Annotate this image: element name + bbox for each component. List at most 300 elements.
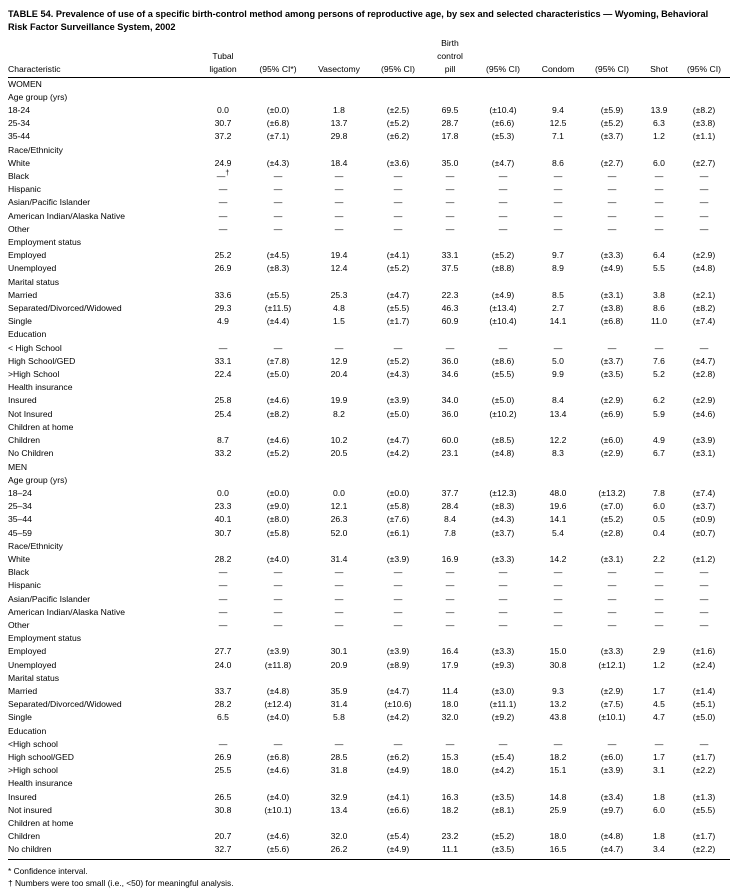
data-cell: —: [498, 619, 508, 630]
data-cell: (±5.2): [600, 118, 624, 129]
table-row: [8, 685, 730, 698]
data-cell: 15.0: [549, 646, 567, 657]
table-bottom-rule: [8, 857, 730, 860]
col-characteristic: [8, 37, 198, 77]
data-cell: 35.9: [330, 685, 348, 696]
data-cell: 26.3: [330, 514, 348, 525]
data-cell: 20.5: [330, 448, 348, 459]
data-cell: (±4.9): [600, 263, 624, 274]
table-row: [8, 553, 730, 566]
data-cell: (±4.7): [386, 685, 410, 696]
data-cell: —: [498, 580, 508, 591]
data-cell: 24.0: [214, 659, 232, 670]
group-label: Marital status: [8, 276, 60, 287]
row-label: Asian/Pacific Islander: [8, 197, 91, 208]
data-cell: (±1.7): [692, 751, 716, 762]
group-label: Children at home: [8, 817, 74, 828]
data-cell: (±4.9): [386, 844, 410, 855]
data-cell: (±8.0): [266, 514, 290, 525]
data-cell: (±8.5): [491, 435, 515, 446]
row-label: No children: [8, 844, 52, 855]
data-cell: 11.4: [441, 685, 459, 696]
data-cell: 25.2: [214, 250, 232, 261]
group-header-row: [8, 817, 730, 830]
group-header-row: [8, 725, 730, 738]
group-header-row: [8, 276, 730, 289]
data-cell: 32.9: [330, 791, 348, 802]
data-cell: 52.0: [330, 527, 348, 538]
data-cell: —: [334, 593, 344, 604]
data-cell: 1.2: [653, 659, 665, 670]
group-label: Race/Ethnicity: [8, 540, 63, 551]
data-cell: 20.4: [330, 369, 348, 380]
data-cell: 30.7: [214, 118, 232, 129]
table-row: [8, 183, 730, 196]
data-cell: (±5.9): [600, 105, 624, 116]
data-cell: (±1.4): [692, 685, 716, 696]
col-tubal-line1: Tubal: [212, 51, 234, 62]
data-cell: —: [498, 342, 508, 353]
data-cell: (±6.2): [386, 751, 410, 762]
data-cell: —: [273, 619, 283, 630]
data-cell: 25.8: [214, 395, 232, 406]
data-cell: (±6.6): [491, 118, 515, 129]
data-cell: 2.7: [552, 303, 564, 314]
table-row: [8, 157, 730, 170]
data-cell: (±8.6): [491, 355, 515, 366]
data-cell: 0.0: [217, 487, 229, 498]
data-cell: —: [553, 580, 563, 591]
data-cell: —: [218, 567, 228, 578]
data-cell: —: [699, 567, 709, 578]
data-cell: (±3.3): [491, 646, 515, 657]
row-label: White: [8, 553, 30, 564]
data-cell: —: [699, 342, 709, 353]
table-row: [8, 764, 730, 777]
data-cell: (±2.1): [692, 289, 716, 300]
data-cell: (±8.2): [692, 105, 716, 116]
data-cell: 16.5: [549, 844, 567, 855]
data-cell: 12.5: [549, 118, 567, 129]
data-cell: 26.5: [214, 791, 232, 802]
data-cell: (±5.2): [386, 118, 410, 129]
row-label: Insured: [8, 395, 37, 406]
data-cell: —: [334, 619, 344, 630]
row-label: Other: [8, 619, 30, 630]
data-cell: (±2.9): [692, 395, 716, 406]
row-label: High School/GED: [8, 355, 76, 366]
data-cell: 30.1: [330, 646, 348, 657]
data-cell: 5.4: [552, 527, 564, 538]
data-cell: (±7.0): [600, 501, 624, 512]
data-cell: (±3.0): [491, 685, 515, 696]
data-cell: 5.0: [552, 355, 564, 366]
data-cell: 36.0: [441, 355, 459, 366]
data-cell: —: [498, 197, 508, 208]
table-row: [8, 804, 730, 817]
data-cell: 4.9: [217, 316, 229, 327]
data-cell: (±4.8): [692, 263, 716, 274]
data-cell: —: [445, 606, 455, 617]
data-cell: 25.9: [549, 804, 567, 815]
data-cell: 34.0: [441, 395, 459, 406]
row-label: Unemployed: [8, 659, 57, 670]
data-cell: (±5.1): [692, 699, 716, 710]
data-cell: (±10.6): [384, 699, 412, 710]
table-row: [8, 289, 730, 302]
row-label: High school/GED: [8, 751, 74, 762]
data-cell: (±4.7): [386, 435, 410, 446]
data-cell: 28.2: [214, 699, 232, 710]
data-cell: (±0.0): [266, 487, 290, 498]
data-cell: 25.5: [214, 765, 232, 776]
table-row: [8, 487, 730, 500]
data-cell: 1.8: [333, 105, 345, 116]
data-cell: 6.0: [653, 804, 665, 815]
data-cell: 60.9: [441, 316, 459, 327]
data-cell: —: [607, 223, 617, 234]
group-header-row: [8, 777, 730, 790]
data-cell: 13.2: [549, 699, 567, 710]
data-cell: 13.7: [330, 118, 348, 129]
data-cell: (±3.7): [692, 501, 716, 512]
data-cell: 25.3: [330, 289, 348, 300]
data-cell: (±4.7): [491, 157, 515, 168]
data-cell: —: [607, 342, 617, 353]
col-pill-line3: pill: [444, 64, 456, 75]
data-cell: —: [699, 184, 709, 195]
data-cell: 6.2: [653, 395, 665, 406]
data-cell: —: [607, 210, 617, 221]
table-row: [8, 210, 730, 223]
table-row: [8, 368, 730, 381]
table-row: [8, 751, 730, 764]
data-cell: —: [393, 606, 403, 617]
data-cell: (±5.5): [266, 289, 290, 300]
data-cell: —: [553, 171, 563, 182]
col-ci-condom: (95% CI): [595, 64, 629, 75]
data-cell: (±2.9): [692, 250, 716, 261]
data-cell: 5.5: [653, 263, 665, 274]
data-cell: (±3.1): [600, 289, 624, 300]
data-cell: —: [393, 619, 403, 630]
data-cell: 9.9: [552, 369, 564, 380]
data-cell: (±3.8): [692, 118, 716, 129]
data-cell: (±4.7): [386, 289, 410, 300]
data-cell: (±9.2): [491, 712, 515, 723]
data-cell: 30.7: [214, 527, 232, 538]
section-title: WOMEN: [8, 77, 730, 91]
row-label: Unemployed: [8, 263, 57, 274]
data-cell: —: [393, 580, 403, 591]
data-cell: 23.2: [441, 831, 459, 842]
row-label: 35-44: [8, 131, 30, 142]
data-cell: (±9.0): [266, 501, 290, 512]
data-cell: 37.5: [441, 263, 459, 274]
data-cell: (±3.5): [491, 791, 515, 802]
data-cell: —: [334, 738, 344, 749]
data-cell: (±7.4): [692, 487, 716, 498]
data-cell: —: [445, 342, 455, 353]
data-cell: —: [607, 606, 617, 617]
data-cell: (±3.1): [600, 553, 624, 564]
data-cell: 7.8: [444, 527, 456, 538]
data-cell: (±10.4): [489, 316, 517, 327]
data-cell: —: [445, 580, 455, 591]
data-cell: 16.3: [441, 791, 459, 802]
data-cell: 4.7: [653, 712, 665, 723]
table-row: [8, 196, 730, 209]
data-cell: 8.4: [444, 514, 456, 525]
data-cell: 1.8: [653, 791, 665, 802]
data-cell: 30.8: [549, 659, 567, 670]
data-cell: (±11.1): [489, 699, 517, 710]
group-label: Children at home: [8, 421, 74, 432]
data-cell: —: [334, 606, 344, 617]
group-header-row: [8, 381, 730, 394]
row-label: >High school: [8, 765, 58, 776]
data-cell: (±11.8): [264, 659, 292, 670]
data-cell: —: [393, 567, 403, 578]
data-cell: (±5.2): [386, 263, 410, 274]
data-cell: 12.2: [549, 435, 567, 446]
data-cell: —: [498, 738, 508, 749]
data-cell: (±4.3): [266, 157, 290, 168]
header-row: [8, 37, 730, 77]
data-cell: —: [607, 197, 617, 208]
data-cell: (±3.9): [600, 765, 624, 776]
data-cell: 22.3: [441, 289, 459, 300]
row-label: Single: [8, 712, 32, 723]
data-cell: 60.0: [441, 435, 459, 446]
data-cell: 8.3: [552, 448, 564, 459]
data-cell: —: [654, 567, 664, 578]
group-label: Education: [8, 329, 47, 340]
data-cell: (±3.9): [386, 646, 410, 657]
data-cell: 28.4: [441, 501, 459, 512]
col-tubal-line2: ligation: [209, 64, 237, 75]
data-cell: 19.6: [549, 501, 567, 512]
data-cell: 18.2: [549, 751, 567, 762]
table-row: [8, 170, 730, 183]
data-cell: —: [654, 593, 664, 604]
data-cell: 7.8: [653, 487, 665, 498]
data-cell: —: [607, 184, 617, 195]
data-cell: —: [218, 342, 228, 353]
data-cell: —: [498, 171, 508, 182]
data-cell: (±5.5): [491, 369, 515, 380]
footnotes: [8, 865, 725, 890]
data-cell: 6.0: [653, 501, 665, 512]
data-cell: (±2.8): [600, 527, 624, 538]
table-row: [8, 434, 730, 447]
data-cell: (±0.9): [692, 514, 716, 525]
data-cell: 16.9: [441, 553, 459, 564]
data-cell: (±8.9): [386, 659, 410, 670]
table-row: [8, 830, 730, 843]
data-cell: (±7.5): [600, 699, 624, 710]
data-cell: (±12.1): [598, 659, 626, 670]
table-row: [8, 606, 730, 619]
data-cell: —: [553, 342, 563, 353]
data-cell: 1.5: [333, 316, 345, 327]
data-cell: (±4.2): [386, 712, 410, 723]
data-cell: —: [445, 197, 455, 208]
table-head: [8, 37, 730, 77]
row-label: <High school: [8, 738, 58, 749]
data-cell: —: [654, 184, 664, 195]
data-cell: (±0.7): [692, 527, 716, 538]
data-cell: —: [699, 171, 709, 182]
data-cell: 8.6: [552, 157, 564, 168]
table-row: [8, 302, 730, 315]
table-row: [8, 104, 730, 117]
data-cell: 7.6: [653, 355, 665, 366]
table-row: [8, 500, 730, 513]
data-cell: —: [607, 593, 617, 604]
data-cell: —: [273, 197, 283, 208]
row-label: Separated/Divorced/Widowed: [8, 303, 122, 314]
table-row: [8, 527, 730, 540]
table-row: [8, 342, 730, 355]
data-cell: —: [334, 184, 344, 195]
data-cell: (±5.3): [491, 131, 515, 142]
data-cell: (±6.9): [600, 408, 624, 419]
data-cell: (±1.1): [692, 131, 716, 142]
data-cell: (±4.3): [491, 514, 515, 525]
col-vasectomy: Vasectomy: [318, 64, 360, 75]
data-cell: (±5.2): [491, 250, 515, 261]
data-cell: —: [273, 223, 283, 234]
col-ci-pill: (95% CI): [486, 64, 520, 75]
data-cell: —: [218, 606, 228, 617]
data-cell: (±4.6): [692, 408, 716, 419]
data-cell: (±4.4): [266, 316, 290, 327]
row-label: Insured: [8, 791, 37, 802]
data-cell: —: [273, 184, 283, 195]
row-label: No Children: [8, 448, 54, 459]
data-cell: 0.4: [653, 527, 665, 538]
data-cell: (±4.2): [386, 448, 410, 459]
row-label: Separated/Divorced/Widowed: [8, 699, 122, 710]
data-cell: —: [334, 223, 344, 234]
data-cell: (±2.9): [600, 448, 624, 459]
data-cell: —: [273, 738, 283, 749]
data-cell: —: [273, 593, 283, 604]
data-cell: (±6.8): [266, 118, 290, 129]
data-cell: (±4.0): [266, 553, 290, 564]
data-cell: (±7.8): [266, 355, 290, 366]
data-cell: (±1.7): [692, 831, 716, 842]
table-row: [8, 262, 730, 275]
data-cell: 4.8: [333, 303, 345, 314]
data-cell: (±3.1): [692, 448, 716, 459]
data-cell: 2.9: [653, 646, 665, 657]
group-label: Health insurance: [8, 382, 73, 393]
row-label: 35–44: [8, 514, 32, 525]
data-cell: (±5.8): [386, 501, 410, 512]
data-cell: —: [654, 210, 664, 221]
data-cell: (±2.9): [600, 685, 624, 696]
data-cell: 17.8: [441, 131, 459, 142]
data-cell: —: [607, 567, 617, 578]
data-cell: (±0.0): [266, 105, 290, 116]
data-cell: —: [607, 171, 617, 182]
data-cell: (±6.0): [600, 751, 624, 762]
col-characteristic-label: Characteristic: [8, 64, 61, 75]
data-cell: (±2.8): [692, 369, 716, 380]
data-cell: 31.4: [330, 553, 348, 564]
data-cell: 4.5: [653, 699, 665, 710]
data-cell: (±3.3): [600, 646, 624, 657]
data-cell: —: [334, 567, 344, 578]
data-cell: (±9.3): [491, 659, 515, 670]
data-cell: (±2.4): [692, 659, 716, 670]
col-pill-line1: Birth: [441, 38, 459, 48]
prevalence-table: [8, 37, 730, 860]
data-cell: —: [334, 197, 344, 208]
data-cell: (±8.3): [491, 501, 515, 512]
row-label: Black: [8, 567, 30, 578]
data-cell: 8.2: [333, 408, 345, 419]
data-cell: (±10.1): [598, 712, 626, 723]
data-cell: —: [498, 567, 508, 578]
col-condom: Condom: [541, 64, 575, 75]
data-cell: 36.0: [441, 408, 459, 419]
data-cell: (±12.3): [489, 487, 517, 498]
row-label: 18–24: [8, 487, 32, 498]
col-ci-tubal: (95% CI*): [259, 64, 297, 75]
data-cell: —: [273, 342, 283, 353]
data-cell: —: [445, 619, 455, 630]
data-cell: —: [654, 606, 664, 617]
data-cell: (±4.7): [692, 355, 716, 366]
table-row: [8, 619, 730, 632]
group-label: Age group (yrs): [8, 91, 68, 102]
data-cell: —: [445, 738, 455, 749]
data-cell: 11.0: [650, 316, 668, 327]
data-cell: (±1.6): [692, 646, 716, 657]
data-cell: —: [393, 593, 403, 604]
data-cell: —: [393, 171, 403, 182]
data-cell: —: [699, 606, 709, 617]
data-cell: (±3.8): [600, 303, 624, 314]
row-label: Married: [8, 685, 38, 696]
data-cell: —: [445, 567, 455, 578]
data-cell: (±2.7): [600, 157, 624, 168]
table-row: [8, 130, 730, 143]
data-cell: 25.4: [214, 408, 232, 419]
data-cell: 26.9: [214, 263, 232, 274]
data-cell: 19.4: [330, 250, 348, 261]
data-cell: 10.2: [330, 435, 348, 446]
data-cell: 69.5: [441, 105, 459, 116]
data-cell: (±4.0): [266, 791, 290, 802]
data-cell: —: [334, 210, 344, 221]
data-cell: —: [218, 593, 228, 604]
data-cell: (±3.7): [600, 355, 624, 366]
footnote-small-numbers: † Numbers were too small (i.e., <50) for meaningful analysis.: [8, 878, 234, 889]
data-cell: 12.1: [330, 501, 348, 512]
data-cell: 9.4: [552, 105, 564, 116]
data-cell: (±5.0): [386, 408, 410, 419]
data-cell: (±2.2): [692, 844, 716, 855]
group-label: Marital status: [8, 672, 60, 683]
data-cell: 48.0: [549, 487, 567, 498]
data-cell: (±4.8): [266, 685, 290, 696]
data-cell: —: [273, 606, 283, 617]
row-label: Children: [8, 831, 41, 842]
